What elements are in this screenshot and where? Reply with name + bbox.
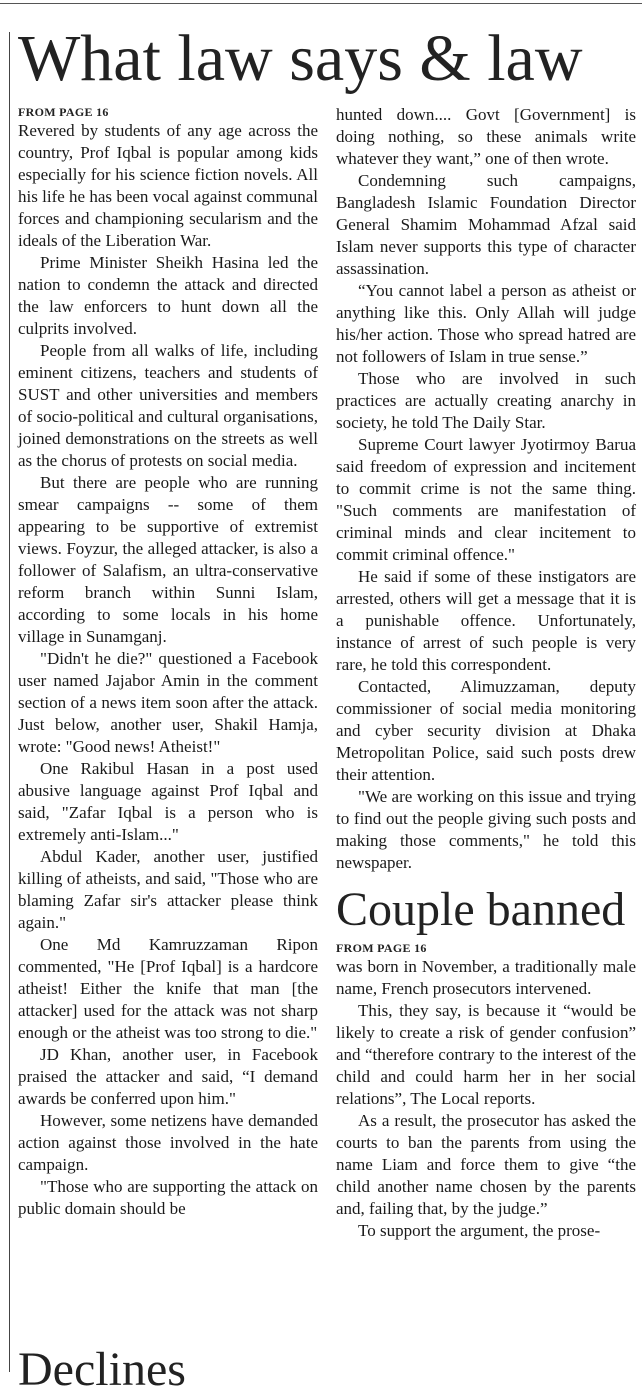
story-headline-couple-banned: Couple banned	[336, 883, 626, 936]
article-paragraph: He said if some of these instigators are arrested, others will get a message that it is a punishable offence. Unfortunately, instance of arrest of such people is very rare, he told this correspondent.	[336, 567, 636, 674]
article-paragraph: "Didn't he die?" questioned a Facebook user named Jajabor Amin in the comment section of a news item soon after the attack. Just below, another user, Shakil Hamja, wrote: "Good news! Atheist!"	[18, 649, 318, 756]
article-paragraph: One Rakibul Hasan in a post used abusive language against Prof Iqbal and said, "Zafar Iqbal is a person who is extremely anti-Islam..."	[18, 759, 318, 844]
article-paragraph: Supreme Court lawyer Jyotirmoy Barua said freedom of expression and incitement to commit crime is not the same thing. "Such comments are manifestation of criminal minds and clear incitement to commit criminal offence."	[336, 435, 636, 564]
article-paragraph: hunted down.... Govt [Government] is doing nothing, so these animals write whatever they want,” one of then wrote.	[336, 105, 636, 168]
article-paragraph: People from all walks of life, including eminent citizens, teachers and students of SUST and other universities and members of socio-political and cultural organisations, joined demonstrations on the streets as well as the chorus of protests on social media.	[18, 341, 318, 470]
article-paragraph: This, they say, is because it “would be likely to create a risk of gender confusion” and “therefore contrary to the interest of the child and could harm her in her social relations”, The Local reports.	[336, 1001, 636, 1108]
article-paragraph: "Those who are supporting the attack on public domain should be	[18, 1177, 318, 1218]
article-paragraph: Revered by students of any age across the country, Prof Iqbal is popular among kids especially for his science fiction novels. All his life he has been vocal against communal forces and championing secularism and the ideals of the Liberation War.	[18, 121, 318, 250]
story-headline-declines: Declines	[18, 1343, 186, 1396]
article-paragraph: But there are people who are running smear campaigns -- some of them appearing to be supportive of extremist views. Foyzur, the alleged attacker, is also a follower of Salafism, an ultra-conservative reform branch within Sunni Islam, according to some locals in his home village in Sunamganj.	[18, 473, 318, 646]
article-paragraph: Prime Minister Sheikh Hasina led the nation to condemn the attack and directed the law enforcers to hunt down all the culprits involved.	[18, 253, 318, 338]
article-paragraph: “You cannot label a person as atheist or anything like this. Only Allah will judge his/her action. Those who spread hatred are not followers of Islam in true sense.”	[336, 281, 636, 366]
story-kicker: FROM PAGE 16	[18, 105, 109, 119]
story-headline: What law says & law	[18, 22, 583, 95]
article-paragraph: As a result, the prosecutor has asked the courts to ban the parents from using the name Liam and force them to give “the child another name chosen by the parents and, failing that, by the judge.”	[336, 1111, 636, 1218]
article-paragraph: "We are working on this issue and trying to find out the people giving such posts and making those comments," he told this newspaper.	[336, 787, 636, 872]
article-paragraph: Those who are involved in such practices are actually creating anarchy in society, he told The Daily Star.	[336, 369, 636, 432]
left-column	[18, 104, 318, 1220]
article-paragraph: To support the argument, the prose-	[358, 1221, 601, 1240]
story-kicker: FROM PAGE 16	[336, 941, 427, 955]
article-paragraph: One Md Kamruzzaman Ripon commented, "He [Prof Iqbal] is a hardcore atheist! Either the knife that man [the attacker] used for the attack was not sharp enough or the atheist was too strong to die."	[18, 935, 318, 1042]
article-paragraph: Abdul Kader, another user, justified killing of atheists, and said, "Those who are blaming Zafar sir's attacker please think again."	[18, 847, 318, 932]
right-column	[336, 104, 636, 1242]
article-paragraph: was born in November, a traditionally male name, French prosecutors intervened.	[336, 957, 636, 998]
article-paragraph: JD Khan, another user, in Facebook praised the attacker and said, “I demand awards be conferred upon him."	[18, 1045, 318, 1108]
article-paragraph: Contacted, Alimuzzaman, deputy commissioner of social media monitoring and cyber security division at Dhaka Metropolitan Police, said such posts drew their attention.	[336, 677, 636, 784]
top-rule	[0, 3, 642, 4]
article-paragraph: Condemning such campaigns, Bangladesh Islamic Foundation Director General Shamim Mohammad Afzal said Islam never supports this type of character assassination.	[336, 171, 636, 278]
column-rule	[9, 32, 10, 1372]
article-paragraph: However, some netizens have demanded action against those involved in the hate campaign.	[18, 1111, 318, 1174]
